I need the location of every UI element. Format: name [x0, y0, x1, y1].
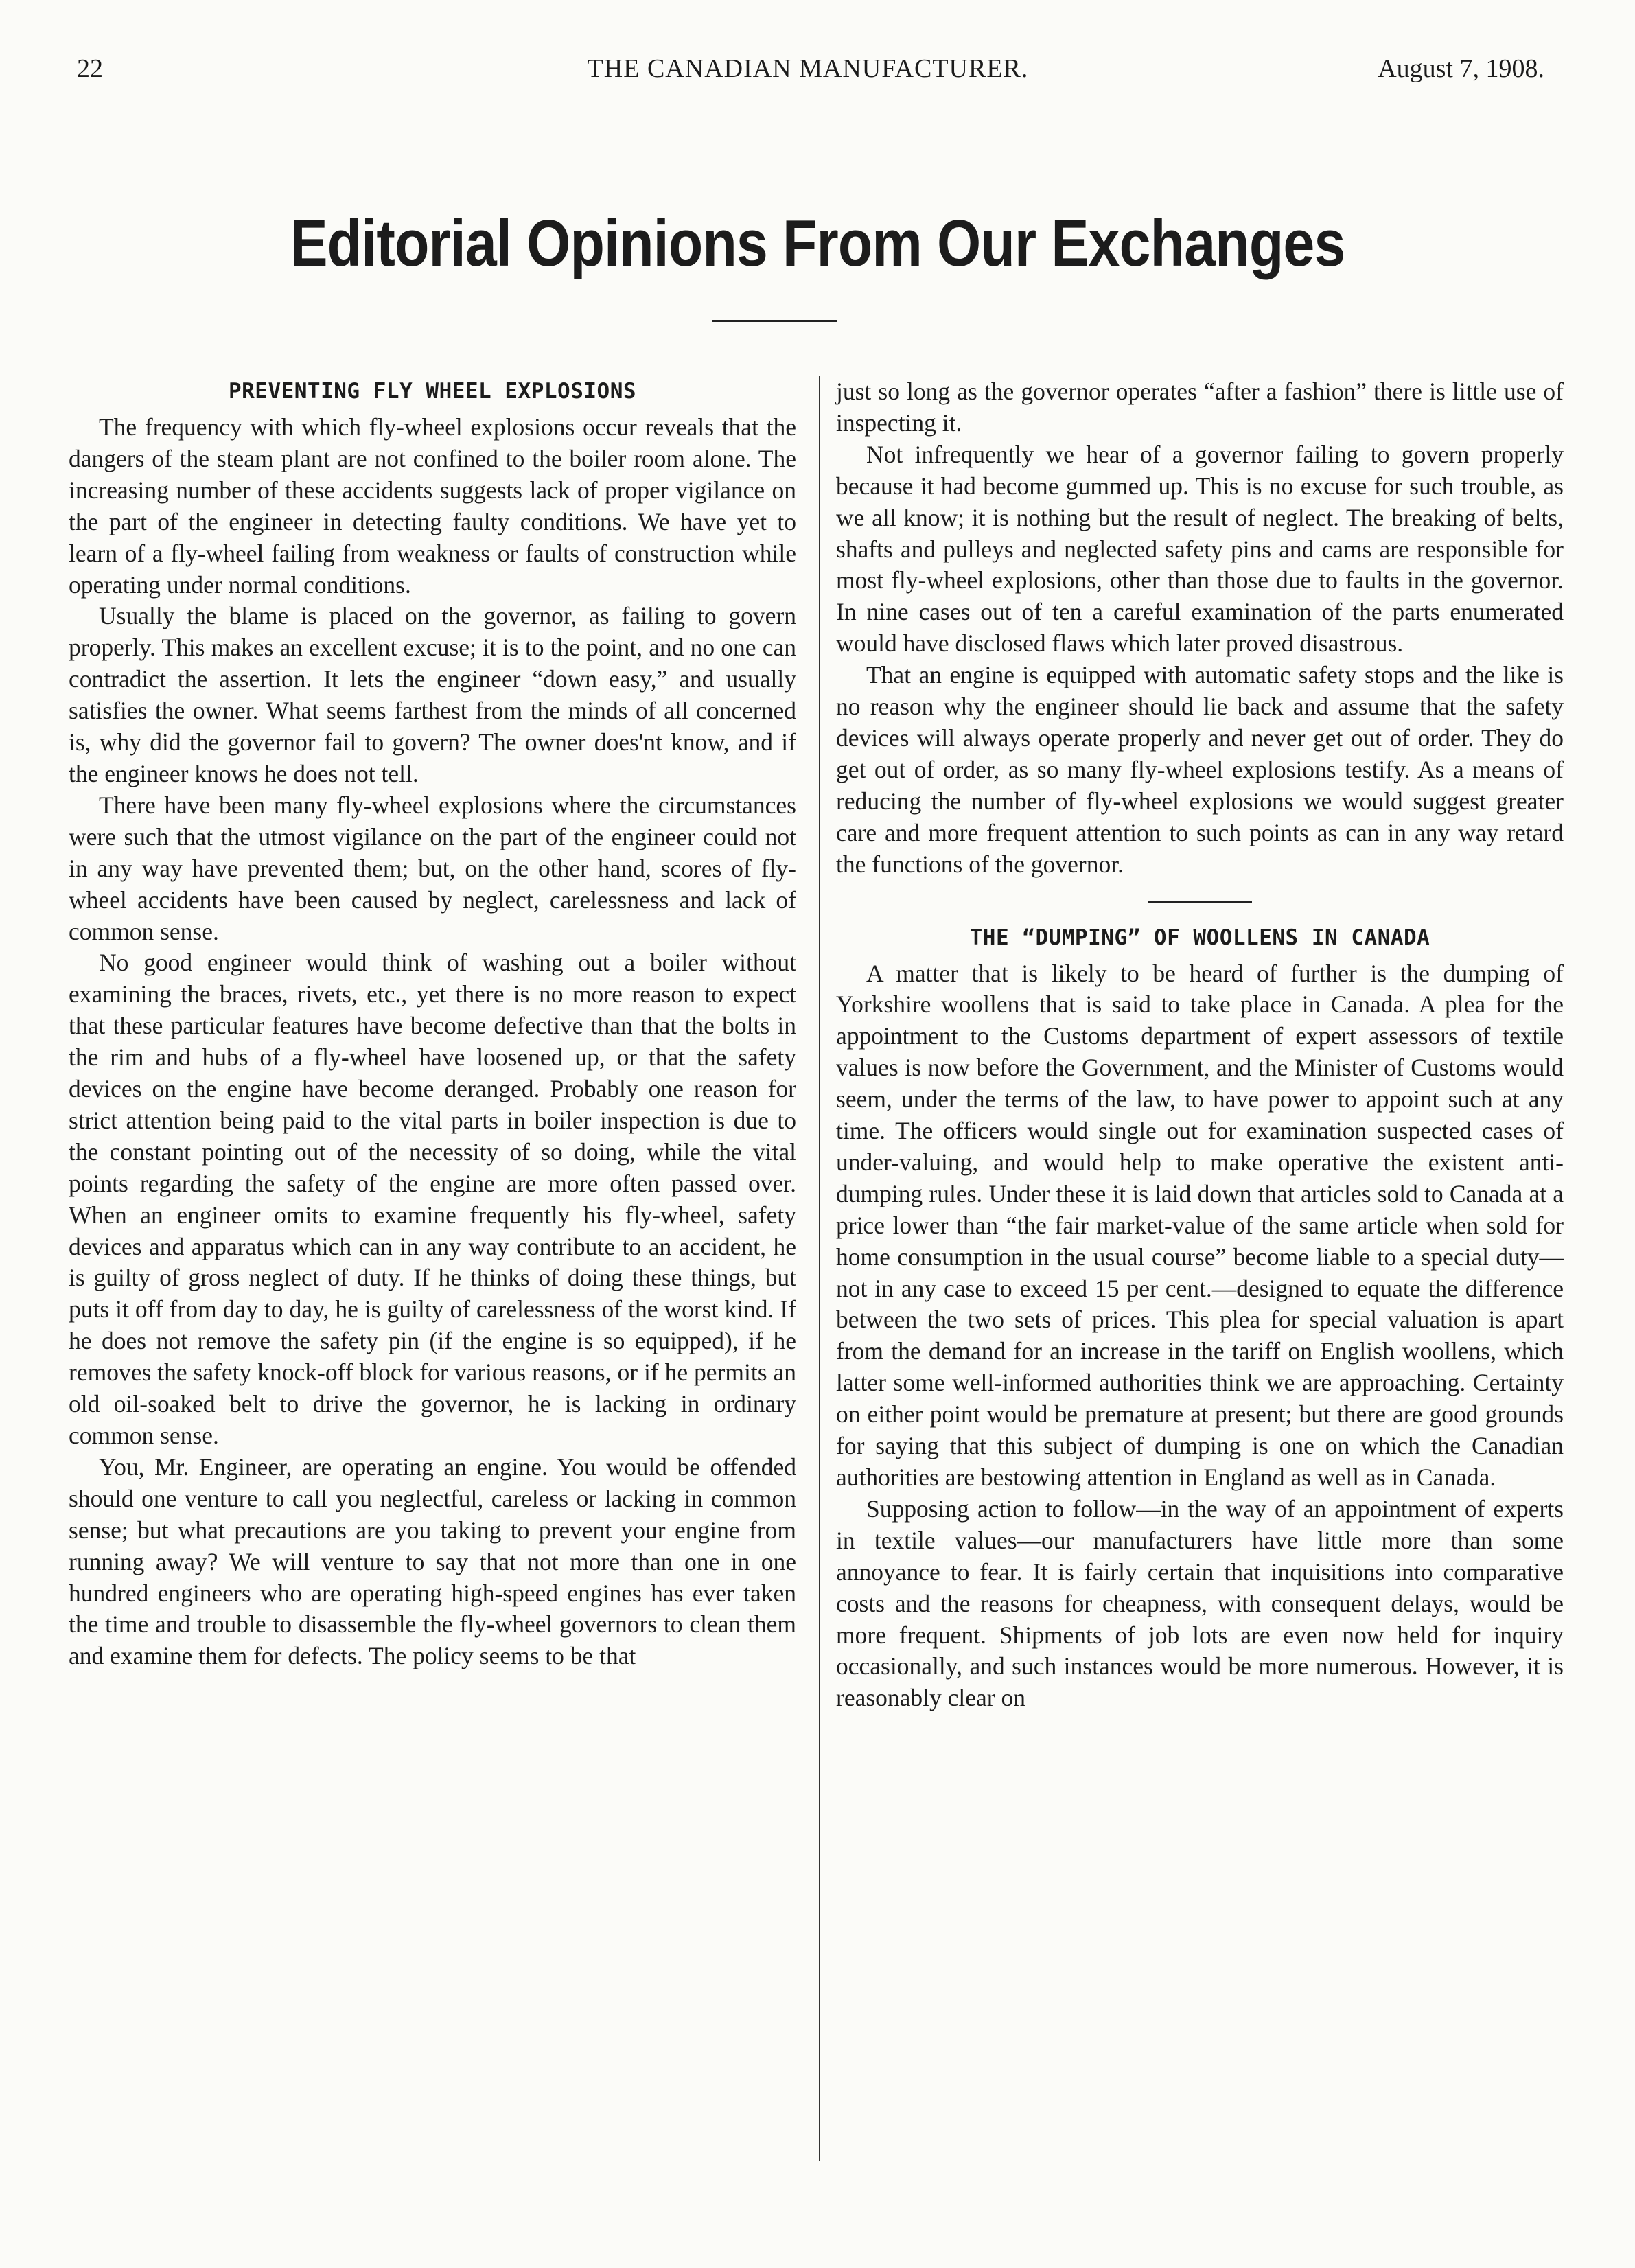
page-title: Editorial Opinions From Our Exchanges [290, 207, 1345, 280]
article-paragraph-continued: just so long as the governor operates “after a fashion” there is little use of inspecting it. [836, 378, 1564, 437]
article-heading-fly-wheel: PREVENTING FLY WHEEL EXPLOSIONS [228, 379, 637, 404]
issue-date: August 7, 1908. [1378, 54, 1544, 83]
article-paragraph: There have been many fly-wheel explosions where the circumstances were such that the utmost vigilance on the part of the engineer could not in any way have prevented them; but, on the other hand, scores of fly-wheel accidents have been caused by neglect, carelessness and lack of common sense. [69, 791, 796, 945]
title-divider [712, 320, 837, 322]
right-column [836, 376, 1564, 1714]
article-paragraph: The frequency with which fly-wheel explosions occur reveals that the dangers of the steam plant are not confined to the boiler room alone. The increasing number of these accidents suggests lack of proper vigilance on the part of the engineer in detecting faulty conditions. We have yet to learn of a fly-wheel failing from weakness or faults of construction while operating under normal conditions. [69, 413, 796, 599]
section-divider [1148, 901, 1252, 903]
article-paragraph: Supposing action to follow—in the way of an appointment of experts in textile values—our manufacturers have little more than some annoyance to fear. It is fairly certain that inquisitions into comparative costs and the reasons for cheapness, with consequent delays, would be more frequent. Shipments of job lots are even now held for inquiry occasionally, and such instances would be more numerous. However, it is reasonably clear on [836, 1494, 1564, 1712]
running-head [71, 54, 1544, 95]
column-divider [819, 376, 820, 2161]
journal-title: THE CANADIAN MANUFACTURER. [587, 54, 1029, 83]
left-column [69, 376, 796, 1672]
article-paragraph: Usually the blame is placed on the governor, as failing to govern properly. This makes an excellent excuse; it is to the point, and no one can contradict the assertion. It lets the engineer “down easy,” and usually satisfies the owner. What seems farthest from the minds of all concerned is, why did the governor fail to govern? The owner does'nt know, and if the engineer knows he does not tell. [69, 602, 796, 787]
article-paragraph: That an engine is equipped with automatic safety stops and the like is no reason why the engineer should lie back and assume that the safety devices will always operate properly and never get out of order. They do get out of order, as so many fly-wheel explosions testify. As a means of reducing the number of fly-wheel explosions we would suggest greater care and more frequent attention to such points as can in any way retard the functions of the governor. [836, 661, 1564, 878]
article-paragraph: A matter that is likely to be heard of further is the dumping of Yorkshire woollens that is said to take place in Canada. A plea for the appointment to the Customs department of expert assessors of textile values is now before the Government, and the Minister of Customs would seem, under the terms of the law, to have power to appoint such at any time. The officers would single out for examination suspected cases of under-valuing, and would help to make operative the existent anti-dumping rules. Under these it is laid down that articles sold to Canada at a price lower than “the fair market-value of the same article when sold for home consumption in the usual course” become liable to a special duty—not in any case to exceed 15 per cent.—designed to equate the difference between the two sets of prices. This plea for special valuation is apart from the demand for an increase in the tariff on English woollens, which latter some well-informed authorities think we are approaching. Certainty on either point would be premature at present; but there are good grounds for saying that this subject of dumping is one on which the Canadian authorities are bestowing attention in England as well as in Canada. [836, 959, 1564, 1491]
article-paragraph: No good engineer would think of washing out a boiler without examining the braces, rivets, etc., yet there is no more reason to expect that these particular features have become defective than that the bolts in the rim and hubs of a fly-wheel have loosened up, or that the safety devices on the engine have become deranged. Probably one reason for strict attention being paid to the vital parts in boiler inspection is due to the constant pointing out of the necessity of so doing, while the vital points regarding the safety of the engine are more often passed over. When an engineer omits to examine frequently his fly-wheel, safety devices and apparatus which can in any way contribute to an accident, he is guilty of gross neglect of duty. If he thinks of doing these things, but puts it off from day to day, he is guilty of carelessness of the worst kind. If he does not remove the safety pin (if the engine is so equipped), if he removes the safety knock-off block for various reasons, or if he permits an old oil-soaked belt to drive the governor, he is lacking in ordinary common sense. [69, 949, 796, 1449]
article-heading-dumping: THE “DUMPING” OF WOOLLENS IN CANADA [969, 925, 1430, 950]
article-paragraph: Not infrequently we hear of a governor failing to govern properly because it had become gummed up. This is no excuse for such trouble, as we all know; it is nothing but the result of neglect. The breaking of belts, shafts and pulleys and neglected safety pins and cams are responsible for most fly-wheel explosions, other than those due to faults in the governor. In nine cases out of ten a careful examination of the parts enumerated would have disclosed flaws which later proved disastrous. [836, 440, 1564, 658]
article-paragraph: You, Mr. Engineer, are operating an engine. You would be offended should one venture to call you neglectful, careless or lacking in common sense; but what precautions are you taking to prevent your engine from running away? We will venture to say that not more than one in one hundred engineers who are operating high-speed engines has ever taken the time and trouble to disassemble the fly-wheel governors to clean them and examine them for defects. The policy seems to be that [69, 1453, 796, 1670]
page-number: 22 [77, 54, 103, 83]
